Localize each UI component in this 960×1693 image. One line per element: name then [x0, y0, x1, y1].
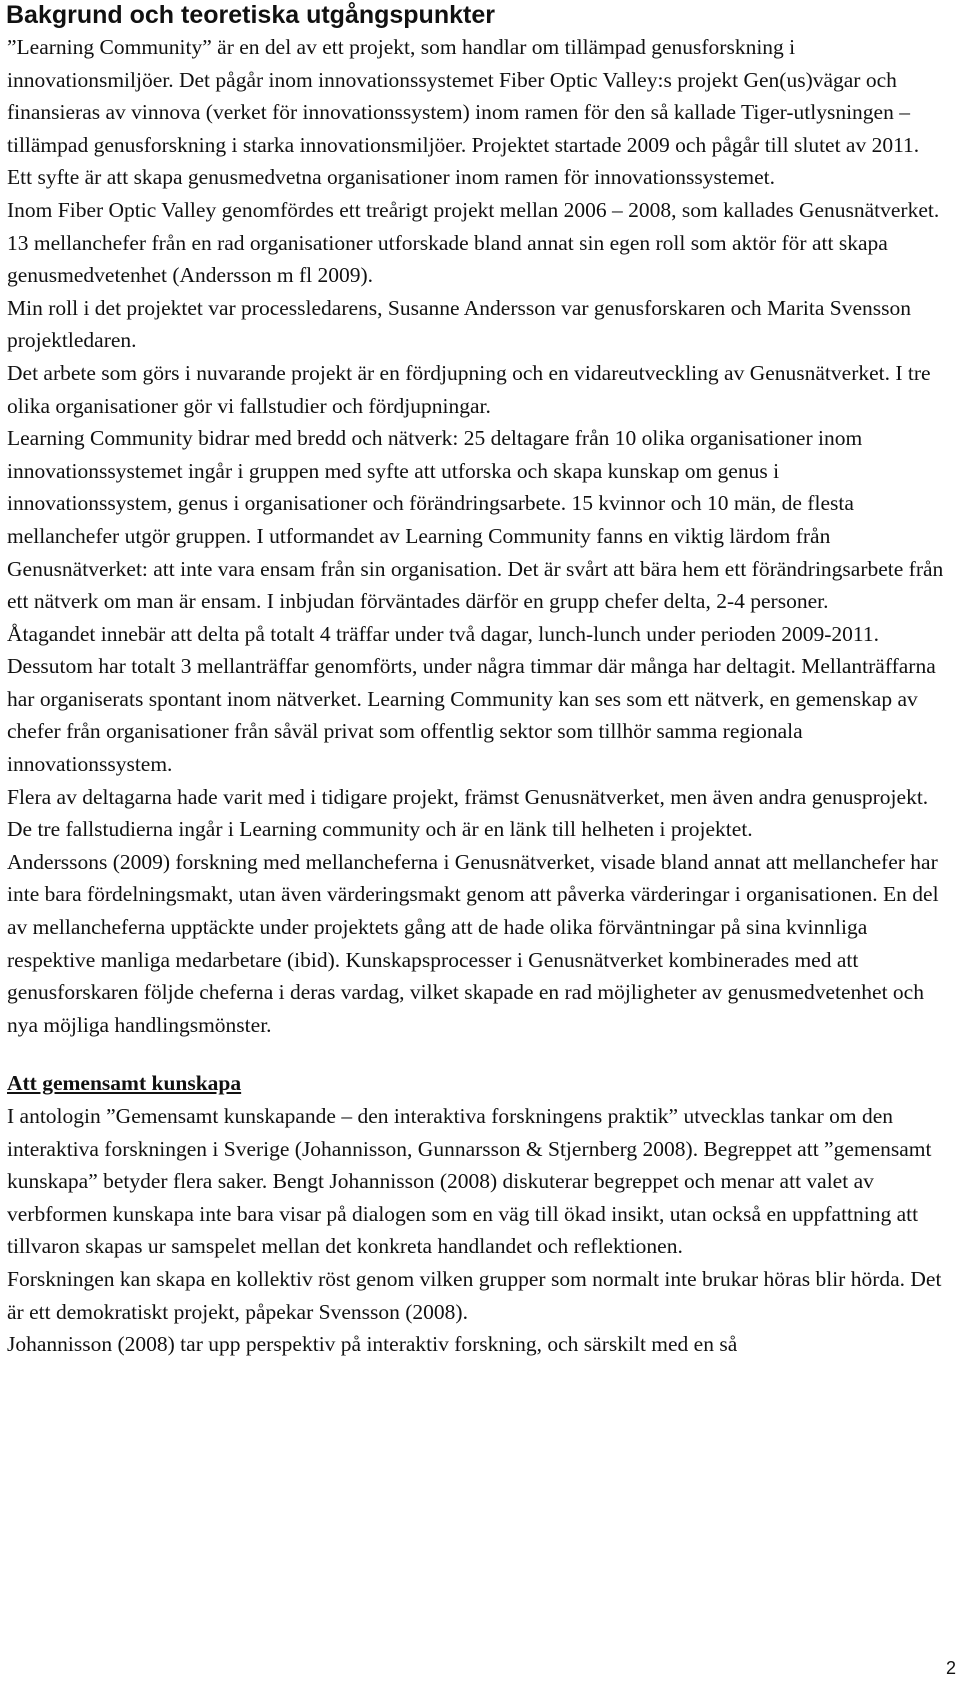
paragraph: Johannisson (2008) tar upp perspektiv på interaktiv forskning, och särskilt med en så [7, 1332, 738, 1357]
paragraph: Åtagandet innebär att delta på totalt 4 träffar under två dagar, lunch-lunch under perioden 2009-2011. Dessutom har totalt 3 mellanträffar genomförts, under några timmar där många har deltagit. Mellanträffarna har organiserats spontant inom nätverket. Learning Community kan ses som ett nätverk, en gemenskap av chefer från organisationer från såväl privat som offentlig sektor som tillhör samma regionala innovationssystem. [7, 621, 936, 777]
section-heading: Att gemensamt kunskapa [7, 1071, 242, 1096]
paragraph: Flera av deltagarna hade varit med i tidigare projekt, främst Genusnätverket, men även andra genusprojekt. De tre fallstudierna ingår i Learning community och är en länk till helheten i projektet. [7, 784, 929, 842]
document-body [7, 31, 949, 1361]
paragraph: Min roll i det projektet var processledarens, Susanne Andersson var genusforskaren och Marita Svensson projektledaren. [7, 295, 911, 353]
paragraph: Learning Community bidrar med bredd och nätverk: 25 deltagare från 10 olika organisationer inom innovationssystemet ingår i gruppen med syfte att utforska och skapa kunskap om genus i innovationssystem, genus i organisationer och förändringsarbete. 15 kvinnor och 10 män, de flesta mellanchefer utgör gruppen. I utformandet av Learning Community fanns en viktig lärdom från Genusnätverket: att inte vara ensam från sin organisation. Det är svårt att bära hem ett förändringsarbete från ett nätverk om man är ensam. I inbjudan förväntades därför en grupp chefer delta, 2-4 personer. [7, 426, 944, 614]
paragraph: Inom Fiber Optic Valley genomfördes ett treårigt projekt mellan 2006 – 2008, som kallades Genusnätverket. 13 mellanchefer från en rad organisationer utforskade bland annat sin egen roll som aktör för att skapa genusmedvetenhet (Andersson m fl 2009). [7, 197, 940, 288]
paragraph: I antologin ”Gemensamt kunskapande – den interaktiva forskningens praktik” utvecklas tankar om den interaktiva forskningen i Sverige (Johannisson, Gunnarsson & Stjernberg 2008). Begreppet att ”gemensamt kunskapa” betyder flera saker. Bengt Johannisson (2008) diskuterar begreppet och menar att valet av verbformen kunskapa inte bara visar på dialogen som en väg till ökad insikt, utan också en uppfattning att tillvaron skapas ur samspelet mellan det konkreta handlandet och reflektionen. [7, 1104, 932, 1259]
page-title: Bakgrund och teoretiska utgångspunkter [6, 1, 495, 29]
paragraph: Det arbete som görs i nuvarande projekt är en fördjupning och en vidareutveckling av Genusnätverket. I tre olika organisationer gör vi fallstudier och fördjupningar. [7, 360, 931, 418]
paragraph: Anderssons (2009) forskning med mellancheferna i Genusnätverket, visade bland annat att mellanchefer har inte bara fördelningsmakt, utan även värderingsmakt genom att påverka värderingar i organisationen. En del av mellancheferna upptäckte under projektets gång att de hade olika förväntningar på sina kvinnliga respektive manliga medarbetare (ibid). Kunskapsprocesser i Genusnätverket kombinerades med att genusforskaren följde cheferna i deras vardag, vilket skapade en rad möjligheter av genusmedvetenhet och nya möjliga handlingsmönster. [7, 849, 939, 1037]
page-number: 2 [945, 1658, 956, 1678]
paragraph: ”Learning Community” är en del av ett projekt, som handlar om tillämpad genusforskning i innovationsmiljöer. Det pågår inom innovationssystemet Fiber Optic Valley:s projekt Gen(us)vägar och finansieras av vinnova (verket för innovationssystem) inom ramen för den så kallade Tiger-utlysningen – tillämpad genusforskning i starka innovationsmiljöer. Projektet startade 2009 och pågår till slutet av 2011. Ett syfte är att skapa genusmedvetna organisationer inom ramen för innovationssystemet. [7, 35, 920, 190]
paragraph: Forskningen kan skapa en kollektiv röst genom vilken grupper som normalt inte brukar höras blir hörda. Det är ett demokratiskt projekt, påpekar Svensson (2008). [7, 1266, 942, 1324]
